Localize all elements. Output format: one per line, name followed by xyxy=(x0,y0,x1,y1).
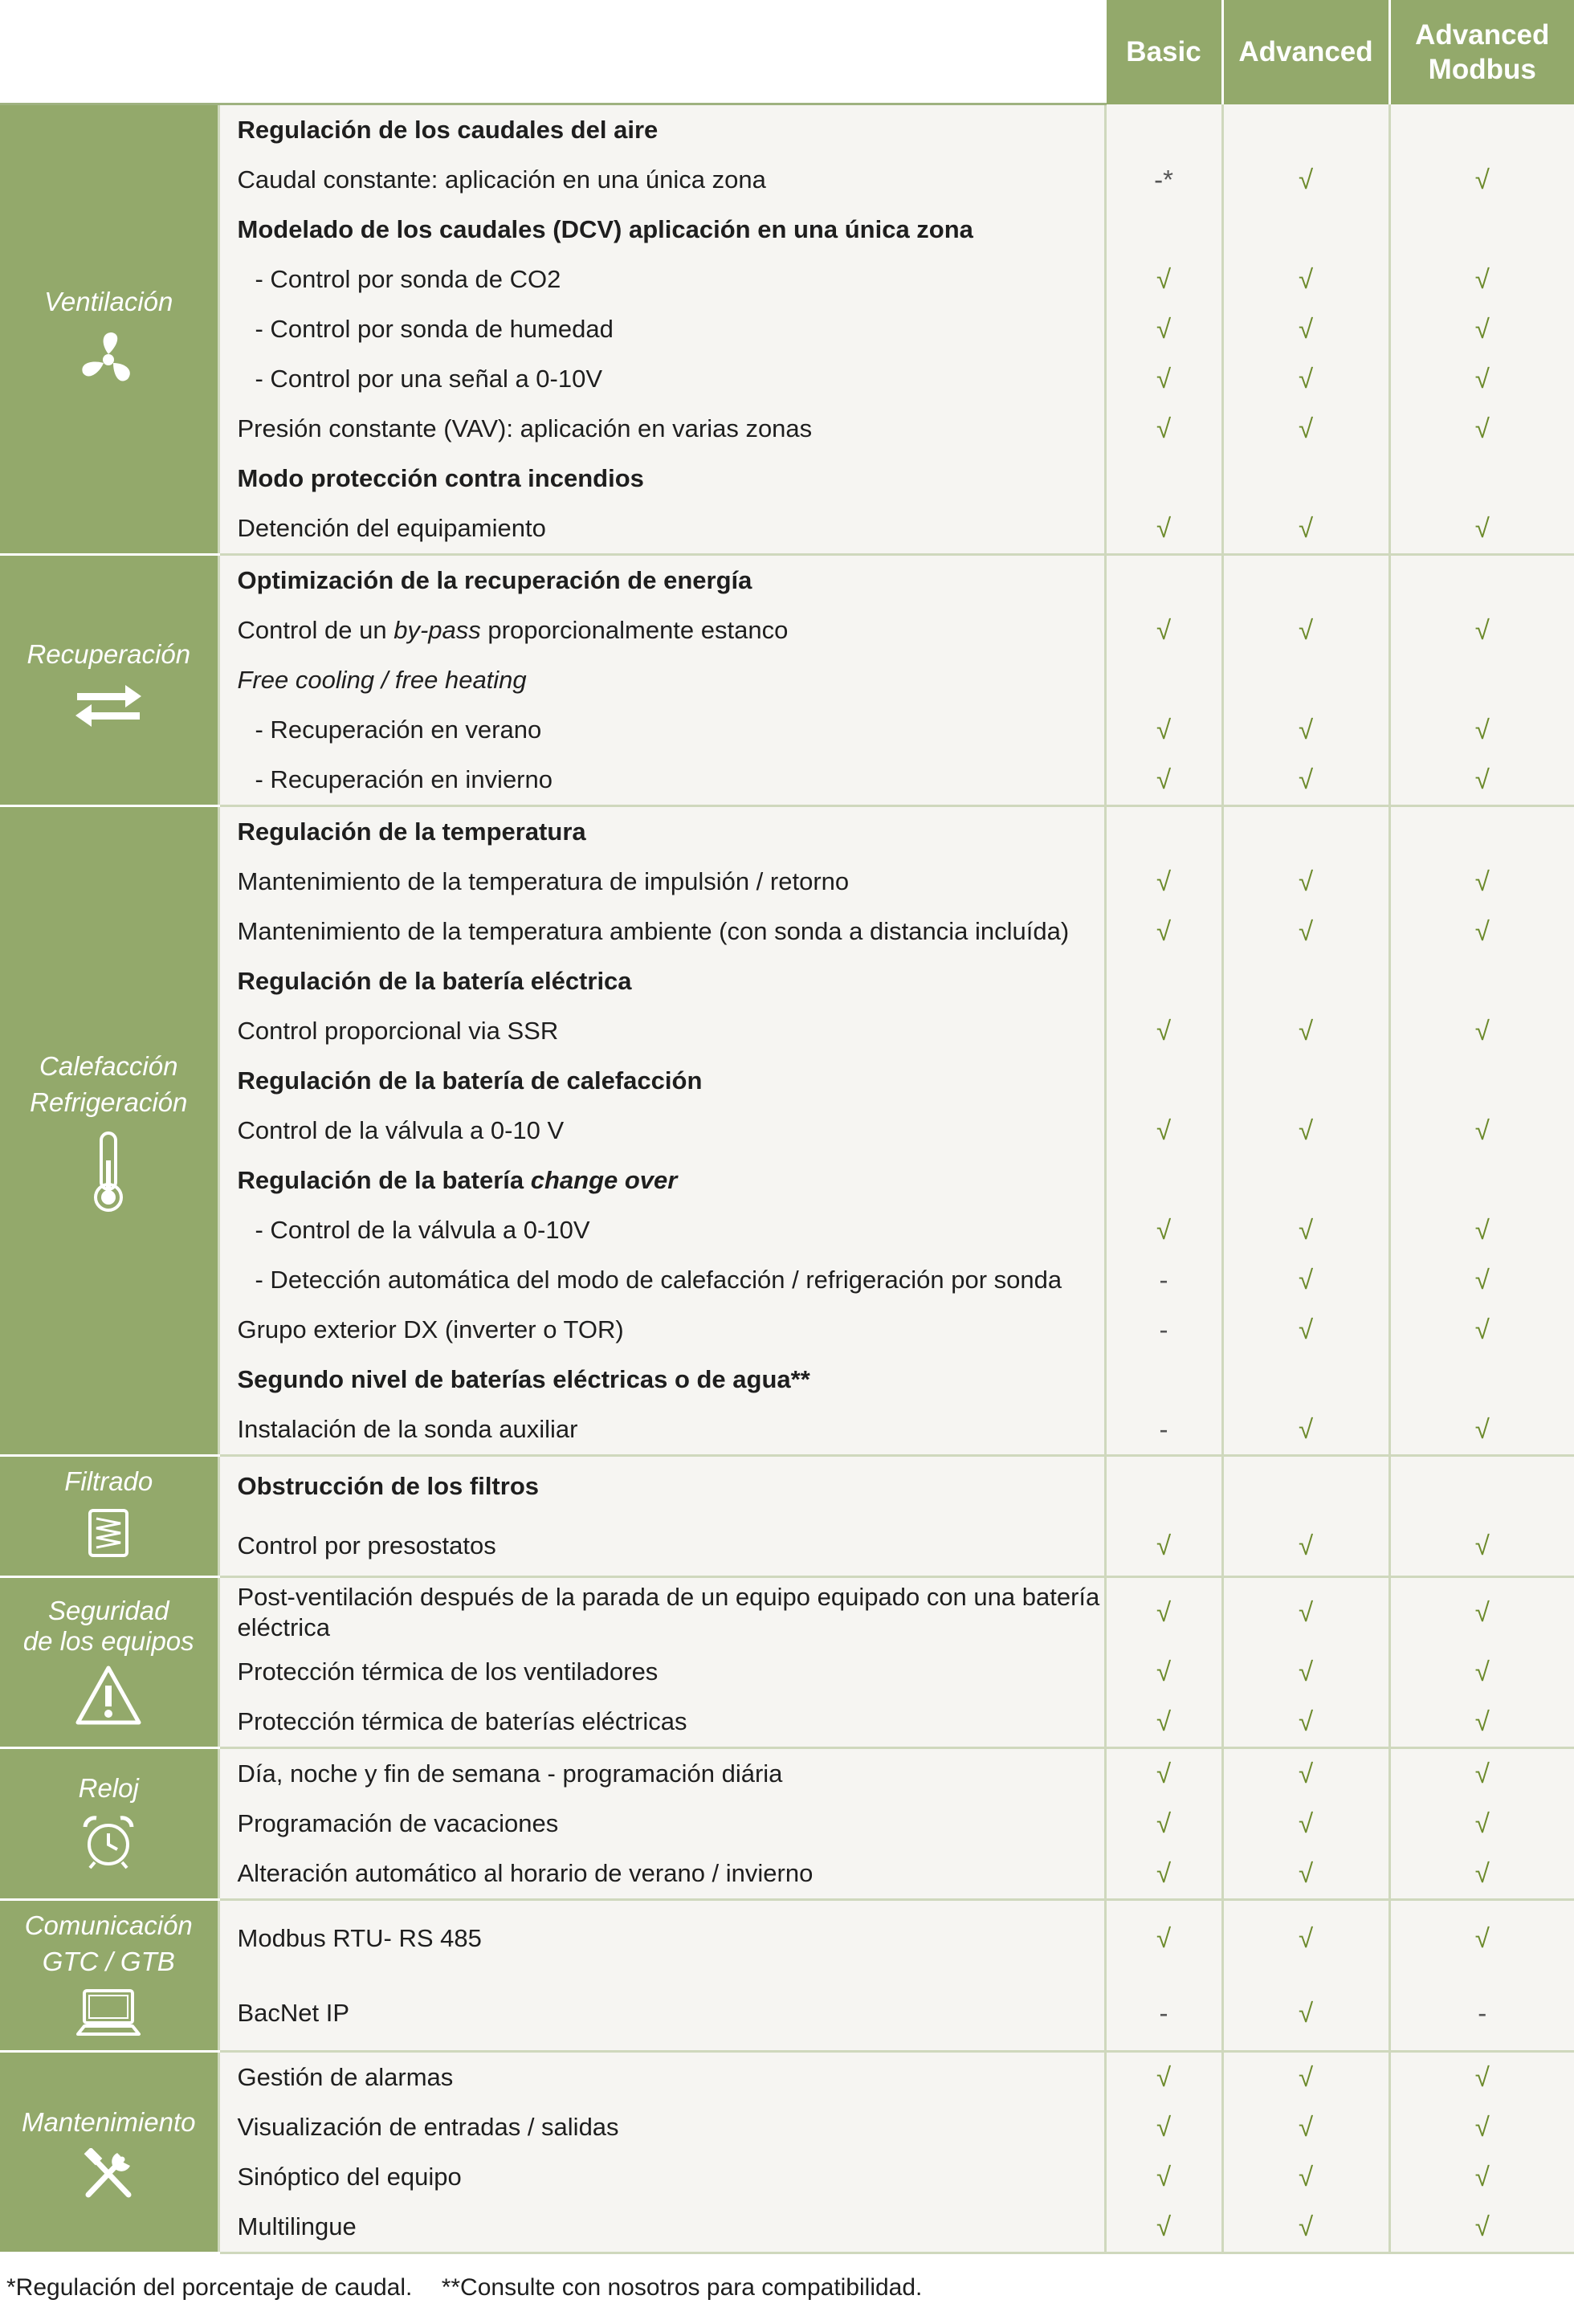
table-row xyxy=(0,205,1574,255)
feature-label: Control por presostatos xyxy=(218,1516,1105,1577)
feature-label-part: proporcionalmente estanco xyxy=(480,616,789,644)
feature-label: Control de la válvula a 0-10 V xyxy=(218,1106,1105,1156)
tools-icon xyxy=(80,2148,137,2200)
advanced-value: √ xyxy=(1222,2202,1389,2253)
alarm-clock-icon xyxy=(80,1814,137,1870)
modbus-value: √ xyxy=(1389,155,1574,205)
advanced-value xyxy=(1222,1355,1389,1405)
table-row xyxy=(0,705,1574,755)
table-row xyxy=(0,1156,1574,1205)
feature-label: - Recuperación en invierno xyxy=(218,755,1105,806)
filter-icon xyxy=(87,1507,130,1559)
basic-value xyxy=(1105,1355,1222,1405)
feature-label: Modelado de los caudales (DCV) aplicación en una única zona xyxy=(218,205,1105,255)
advanced-value: √ xyxy=(1222,1697,1389,1748)
table-row xyxy=(0,1577,1574,1648)
modbus-value: √ xyxy=(1389,1697,1574,1748)
advanced-value: √ xyxy=(1222,1900,1389,1976)
advanced-value: √ xyxy=(1222,705,1389,755)
table-row xyxy=(0,1900,1574,1976)
table-row xyxy=(0,1255,1574,1305)
advanced-value xyxy=(1222,1456,1389,1517)
table-row xyxy=(0,2202,1574,2253)
advanced-value: √ xyxy=(1222,1255,1389,1305)
table-row xyxy=(0,155,1574,205)
basic-value xyxy=(1105,1056,1222,1106)
modbus-value: √ xyxy=(1389,2202,1574,2253)
basic-value: √ xyxy=(1105,857,1222,907)
category-mantenimiento xyxy=(0,2052,218,2253)
modbus-value: √ xyxy=(1389,1516,1574,1577)
modbus-value: √ xyxy=(1389,705,1574,755)
table-row xyxy=(0,755,1574,806)
modbus-value xyxy=(1389,555,1574,606)
modbus-value: √ xyxy=(1389,857,1574,907)
table-row xyxy=(0,555,1574,606)
advanced-value: √ xyxy=(1222,755,1389,806)
basic-value: √ xyxy=(1105,1205,1222,1255)
fan-icon xyxy=(76,328,141,392)
table-row xyxy=(0,304,1574,354)
category-label: GTC / GTB xyxy=(42,1947,175,1976)
category-label: Refrigeración xyxy=(30,1087,188,1117)
modbus-value xyxy=(1389,956,1574,1006)
table-row xyxy=(0,2052,1574,2103)
table-row xyxy=(0,1748,1574,1800)
category-label: Mantenimiento xyxy=(22,2107,196,2137)
feature-label: Visualización de entradas / salidas xyxy=(218,2102,1105,2152)
table-row xyxy=(0,857,1574,907)
feature-label: Mantenimiento de la temperatura ambiente (con sonda a distancia incluída) xyxy=(218,907,1105,956)
advanced-value xyxy=(1222,104,1389,156)
advanced-value xyxy=(1222,655,1389,705)
feature-label-italic: by-pass xyxy=(394,616,481,644)
table-row xyxy=(0,1106,1574,1156)
basic-value: √ xyxy=(1105,504,1222,555)
advanced-value: √ xyxy=(1222,907,1389,956)
modbus-value: √ xyxy=(1389,2152,1574,2202)
advanced-value: √ xyxy=(1222,1405,1389,1456)
modbus-value: √ xyxy=(1389,255,1574,304)
feature-label: Protección térmica de baterías eléctricas xyxy=(218,1697,1105,1748)
modbus-value: √ xyxy=(1389,1849,1574,1900)
table-row xyxy=(0,104,1574,156)
feature-label: Sinóptico del equipo xyxy=(218,2152,1105,2202)
table-row xyxy=(0,354,1574,404)
basic-value xyxy=(1105,806,1222,858)
footnote-caudal: *Regulación del porcentaje de caudal. xyxy=(6,2274,413,2301)
basic-value: √ xyxy=(1105,755,1222,806)
modbus-value: √ xyxy=(1389,1006,1574,1056)
col-header-advanced-modbus xyxy=(1389,0,1574,104)
basic-value: √ xyxy=(1105,1516,1222,1577)
basic-value xyxy=(1105,956,1222,1006)
category-label: Seguridad xyxy=(48,1596,169,1625)
modbus-value: √ xyxy=(1389,1106,1574,1156)
feature-label: Alteración automático al horario de verano / invierno xyxy=(218,1849,1105,1900)
laptop-icon xyxy=(75,1988,142,2041)
advanced-value: √ xyxy=(1222,1799,1389,1849)
basic-value: √ xyxy=(1105,354,1222,404)
feature-label: - Recuperación en verano xyxy=(218,705,1105,755)
category-seguridad xyxy=(0,1577,218,1748)
advanced-value: √ xyxy=(1222,1748,1389,1800)
col-header-advanced: Advanced xyxy=(1222,0,1389,104)
table-row xyxy=(0,1205,1574,1255)
basic-value: √ xyxy=(1105,2102,1222,2152)
advanced-value: √ xyxy=(1222,1516,1389,1577)
header-row xyxy=(0,0,1574,104)
feature-label: Multilingue xyxy=(218,2202,1105,2253)
advanced-value: √ xyxy=(1222,2052,1389,2103)
feature-label: - Control por una señal a 0-10V xyxy=(218,354,1105,404)
table-row xyxy=(0,2102,1574,2152)
basic-value: - xyxy=(1105,1305,1222,1355)
table-row xyxy=(0,1799,1574,1849)
modbus-value: √ xyxy=(1389,354,1574,404)
basic-value: √ xyxy=(1105,705,1222,755)
modbus-value: √ xyxy=(1389,755,1574,806)
basic-value: √ xyxy=(1105,605,1222,655)
basic-value: √ xyxy=(1105,2202,1222,2253)
advanced-value: √ xyxy=(1222,1106,1389,1156)
category-label: Recuperación xyxy=(27,639,191,669)
advanced-value: √ xyxy=(1222,255,1389,304)
thermometer-icon xyxy=(84,1128,133,1217)
feature-label: Obstrucción de los filtros xyxy=(218,1456,1105,1517)
modbus-value: √ xyxy=(1389,2102,1574,2152)
feature-label xyxy=(218,605,1105,655)
advanced-value xyxy=(1222,1056,1389,1106)
feature-label: Grupo exterior DX (inverter o TOR) xyxy=(218,1305,1105,1355)
table-row xyxy=(0,1849,1574,1900)
table-row xyxy=(0,1006,1574,1056)
basic-value: √ xyxy=(1105,1647,1222,1697)
category-label: Comunicación xyxy=(24,1910,193,1940)
advanced-value: √ xyxy=(1222,1305,1389,1355)
advanced-value: √ xyxy=(1222,354,1389,404)
table-row xyxy=(0,1355,1574,1405)
advanced-value xyxy=(1222,956,1389,1006)
table-row xyxy=(0,605,1574,655)
advanced-value xyxy=(1222,555,1389,606)
feature-label: Modbus RTU- RS 485 xyxy=(218,1900,1105,1976)
modbus-value: √ xyxy=(1389,304,1574,354)
modbus-value: √ xyxy=(1389,1748,1574,1800)
basic-value: - xyxy=(1105,1975,1222,2052)
advanced-value: √ xyxy=(1222,857,1389,907)
modbus-value xyxy=(1389,104,1574,156)
modbus-value xyxy=(1389,1355,1574,1405)
modbus-value xyxy=(1389,1456,1574,1517)
modbus-value: √ xyxy=(1389,907,1574,956)
feature-label: Regulación de los caudales del aire xyxy=(218,104,1105,156)
advanced-value xyxy=(1222,205,1389,255)
category-ventilacion xyxy=(0,104,218,555)
feature-label: - Control por sonda de humedad xyxy=(218,304,1105,354)
feature-label-italic: change over xyxy=(530,1166,678,1194)
advanced-value xyxy=(1222,806,1389,858)
basic-value: - xyxy=(1105,1255,1222,1305)
basic-value: √ xyxy=(1105,1577,1222,1648)
feature-label: Gestión de alarmas xyxy=(218,2052,1105,2103)
feature-label-line: eléctrica xyxy=(237,1613,330,1641)
table-row xyxy=(0,454,1574,504)
table-row xyxy=(0,1975,1574,2052)
basic-value: √ xyxy=(1105,404,1222,454)
feature-label: Detención del equipamiento xyxy=(218,504,1105,555)
feature-label-part: Regulación de la batería xyxy=(237,1166,531,1194)
category-label: de los equipos xyxy=(22,1626,194,1656)
table-row xyxy=(0,1405,1574,1456)
feature-label xyxy=(218,1156,1105,1205)
table-row xyxy=(0,1056,1574,1106)
basic-value: √ xyxy=(1105,1799,1222,1849)
footnote-compatibilidad: **Consulte con nosotros para compatibilidad. xyxy=(441,2274,923,2301)
table-row xyxy=(0,655,1574,705)
basic-value: √ xyxy=(1105,1006,1222,1056)
table-row xyxy=(0,907,1574,956)
modbus-value: √ xyxy=(1389,2052,1574,2103)
modbus-value: √ xyxy=(1389,1647,1574,1697)
feature-label: - Control de la válvula a 0-10V xyxy=(218,1205,1105,1255)
basic-value xyxy=(1105,555,1222,606)
category-label: Calefacción xyxy=(39,1051,178,1081)
basic-value: √ xyxy=(1105,907,1222,956)
header-spacer xyxy=(0,0,1105,104)
basic-value: √ xyxy=(1105,255,1222,304)
modbus-value: √ xyxy=(1389,1577,1574,1648)
feature-label: - Control por sonda de CO2 xyxy=(218,255,1105,304)
feature-label-line: Post-ventilación después de la parada de un equipo equipado con una batería xyxy=(237,1583,1100,1611)
modbus-value xyxy=(1389,806,1574,858)
advanced-value: √ xyxy=(1222,1849,1389,1900)
category-comunicacion xyxy=(0,1900,218,2052)
footnotes xyxy=(6,2274,944,2302)
advanced-value: √ xyxy=(1222,1205,1389,1255)
table-row xyxy=(0,806,1574,858)
category-label: Reloj xyxy=(78,1773,139,1803)
category-reloj xyxy=(0,1748,218,1900)
category-label: Filtrado xyxy=(64,1466,153,1496)
modbus-value xyxy=(1389,1056,1574,1106)
table-row xyxy=(0,1516,1574,1577)
advanced-value xyxy=(1222,1156,1389,1205)
basic-value: √ xyxy=(1105,1900,1222,1976)
feature-label: Optimización de la recuperación de energía xyxy=(218,555,1105,606)
advanced-value: √ xyxy=(1222,155,1389,205)
modbus-value xyxy=(1389,205,1574,255)
basic-value: √ xyxy=(1105,304,1222,354)
feature-label: Presión constante (VAV): aplicación en varias zonas xyxy=(218,404,1105,454)
feature-label: Segundo nivel de baterías eléctricas o de agua** xyxy=(218,1355,1105,1405)
advanced-value: √ xyxy=(1222,605,1389,655)
modbus-value: √ xyxy=(1389,1255,1574,1305)
feature-label: Regulación de la batería de calefacción xyxy=(218,1056,1105,1106)
table-row xyxy=(0,2152,1574,2202)
feature-label: Modo protección contra incendios xyxy=(218,454,1105,504)
feature-label: BacNet IP xyxy=(218,1975,1105,2052)
modbus-value: √ xyxy=(1389,605,1574,655)
feature-label: Protección térmica de los ventiladores xyxy=(218,1647,1105,1697)
modbus-value xyxy=(1389,655,1574,705)
modbus-value: √ xyxy=(1389,1900,1574,1976)
basic-value xyxy=(1105,655,1222,705)
table-row xyxy=(0,1456,1574,1517)
category-label: Ventilación xyxy=(44,287,173,316)
table-row xyxy=(0,1647,1574,1697)
advanced-value: √ xyxy=(1222,2102,1389,2152)
category-recuperacion xyxy=(0,555,218,806)
feature-label: Regulación de la batería eléctrica xyxy=(218,956,1105,1006)
basic-value xyxy=(1105,1156,1222,1205)
modbus-value: - xyxy=(1389,1975,1574,2052)
modbus-value xyxy=(1389,1156,1574,1205)
basic-value xyxy=(1105,205,1222,255)
modbus-value: √ xyxy=(1389,1205,1574,1255)
basic-value: -* xyxy=(1105,155,1222,205)
advanced-value: √ xyxy=(1222,404,1389,454)
feature-label: Instalación de la sonda auxiliar xyxy=(218,1405,1105,1456)
feature-label: Día, noche y fin de semana - programación diária xyxy=(218,1748,1105,1800)
modbus-value: √ xyxy=(1389,1799,1574,1849)
category-filtrado xyxy=(0,1456,218,1577)
feature-label: Regulación de la temperatura xyxy=(218,806,1105,858)
feature-label-part: Control de un xyxy=(237,616,394,644)
advanced-value: √ xyxy=(1222,2152,1389,2202)
col-header-basic: Basic xyxy=(1105,0,1222,104)
basic-value: √ xyxy=(1105,1748,1222,1800)
advanced-value: √ xyxy=(1222,1577,1389,1648)
feature-label: Free cooling / free heating xyxy=(218,655,1105,705)
col-header-advanced-modbus-l2: Modbus xyxy=(1428,53,1536,85)
modbus-value xyxy=(1389,454,1574,504)
advanced-value xyxy=(1222,454,1389,504)
basic-value: √ xyxy=(1105,1106,1222,1156)
modbus-value: √ xyxy=(1389,1405,1574,1456)
table-row xyxy=(0,404,1574,454)
table-row xyxy=(0,956,1574,1006)
feature-label xyxy=(218,1577,1105,1648)
feature-label: Control proporcional via SSR xyxy=(218,1006,1105,1056)
modbus-value: √ xyxy=(1389,1305,1574,1355)
modbus-value: √ xyxy=(1389,504,1574,555)
exchange-arrows-icon xyxy=(72,680,145,732)
advanced-value: √ xyxy=(1222,504,1389,555)
advanced-value: √ xyxy=(1222,1975,1389,2052)
basic-value: - xyxy=(1105,1405,1222,1456)
feature-label: Mantenimiento de la temperatura de impulsión / retorno xyxy=(218,857,1105,907)
basic-value xyxy=(1105,1456,1222,1517)
advanced-value: √ xyxy=(1222,304,1389,354)
modbus-value: √ xyxy=(1389,404,1574,454)
basic-value xyxy=(1105,454,1222,504)
basic-value xyxy=(1105,104,1222,156)
category-calefaccion xyxy=(0,806,218,1456)
feature-label: Caudal constante: aplicación en una única zona xyxy=(218,155,1105,205)
advanced-value: √ xyxy=(1222,1006,1389,1056)
table-row xyxy=(0,1697,1574,1748)
feature-label: - Detección automática del modo de calefacción / refrigeración por sonda xyxy=(218,1255,1105,1305)
table-row xyxy=(0,504,1574,555)
basic-value: √ xyxy=(1105,2152,1222,2202)
basic-value: √ xyxy=(1105,1849,1222,1900)
basic-value: √ xyxy=(1105,2052,1222,2103)
warning-icon xyxy=(75,1665,142,1726)
feature-label: Programación de vacaciones xyxy=(218,1799,1105,1849)
col-header-advanced-modbus-l1: Advanced xyxy=(1415,18,1550,51)
advanced-value: √ xyxy=(1222,1647,1389,1697)
table-row xyxy=(0,1305,1574,1355)
table-row xyxy=(0,255,1574,304)
basic-value: √ xyxy=(1105,1697,1222,1748)
